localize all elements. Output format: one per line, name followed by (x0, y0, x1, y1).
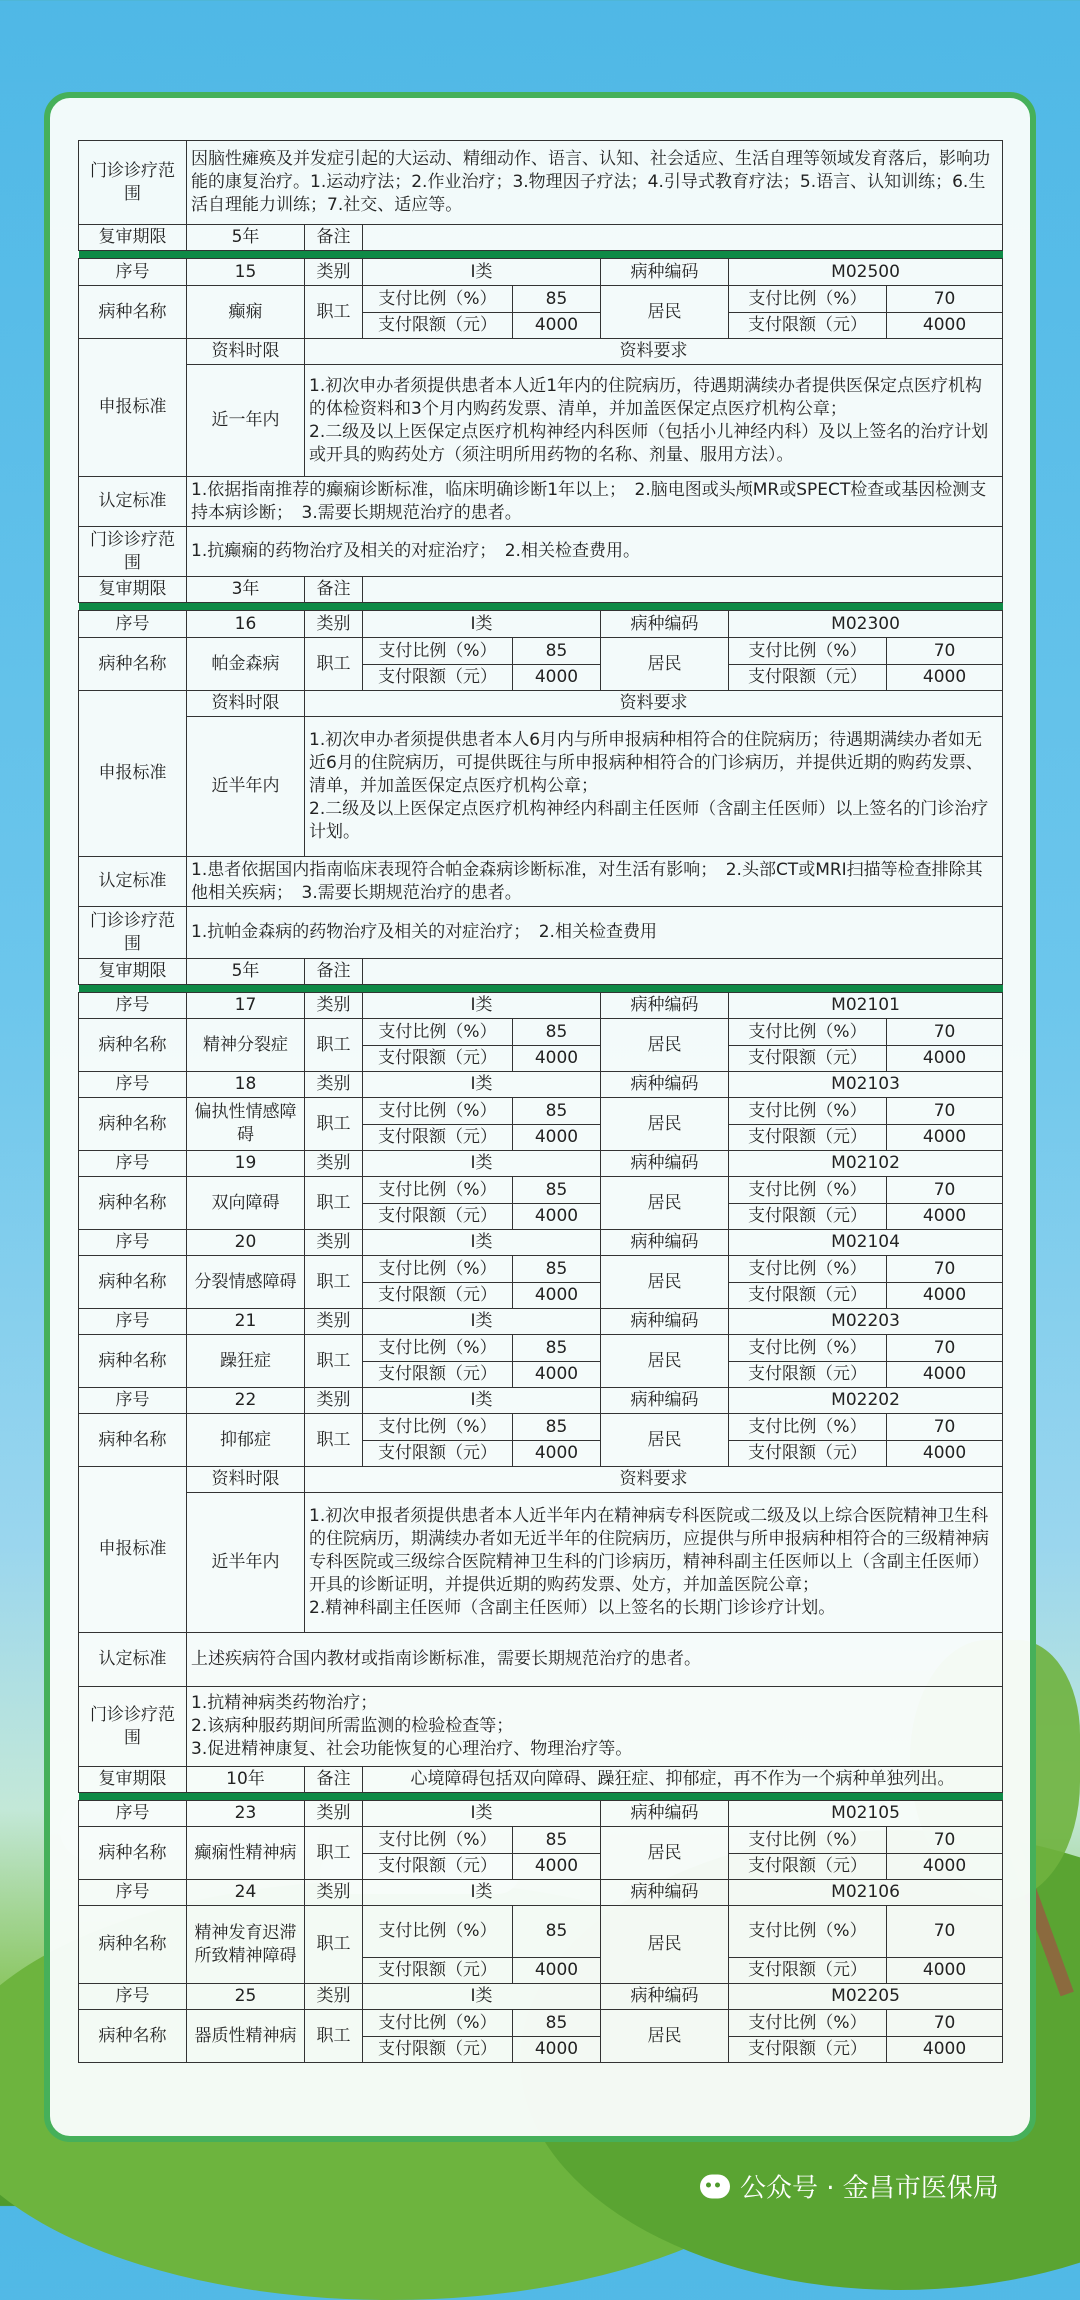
requirement-header: 资料要求 (305, 1467, 1003, 1493)
apply-header-row (79, 1467, 1003, 1493)
seq-value: 17 (187, 993, 305, 1019)
employee-label: 职工 (305, 286, 363, 339)
clinic-row (79, 527, 1003, 577)
requirement-header: 资料要求 (305, 339, 1003, 365)
pay-limit-label: 支付限额（元） (363, 1854, 513, 1880)
employee-ratio: 85 (513, 1827, 601, 1854)
code-value: M02300 (729, 611, 1003, 638)
confirm-label: 认定标准 (79, 1633, 187, 1687)
employee-limit: 4000 (513, 1283, 601, 1309)
disease-header-row (79, 611, 1003, 638)
resident-limit: 4000 (887, 1441, 1003, 1467)
disease-name: 帕金森病 (187, 638, 305, 691)
resident-ratio: 70 (887, 2010, 1003, 2037)
employee-limit: 4000 (513, 665, 601, 691)
pay-ratio-label: 支付比例（%） (363, 1256, 513, 1283)
code-value: M02104 (729, 1230, 1003, 1256)
disease-name: 癫痫性精神病 (187, 1827, 305, 1880)
requirement-text: 1.初次申办者须提供患者本人6月内与所申报病种相符合的住院病历；待遇期满续办者如无近6月的住院病历，可提供既往与所申报病种相符合的门诊病历，并提供近期的购药发票、清单，并加盖医保定点医疗机构公章； 2.二级及以上医保定点医疗机构神经内科副主任医师（含副主任医师）以上签名的门诊治疗计划。 (305, 717, 1003, 857)
employee-limit: 4000 (513, 1204, 601, 1230)
pay-limit-label: 支付限额（元） (729, 313, 887, 339)
disease-name-row (79, 1335, 1003, 1362)
pay-ratio-label: 支付比例（%） (729, 1414, 887, 1441)
pay-limit-label: 支付限额（元） (729, 2037, 887, 2063)
employee-ratio: 85 (513, 286, 601, 313)
pay-limit-label: 支付限额（元） (363, 1046, 513, 1072)
employee-ratio: 85 (513, 2010, 601, 2037)
section-divider-row (79, 985, 1003, 993)
name-label: 病种名称 (79, 1906, 187, 1984)
employee-limit: 4000 (513, 1854, 601, 1880)
category-label: 类别 (305, 1984, 363, 2010)
employee-limit: 4000 (513, 2037, 601, 2063)
resident-ratio: 70 (887, 1906, 1003, 1958)
section-divider (79, 603, 1003, 611)
apply-header-row (79, 691, 1003, 717)
name-label: 病种名称 (79, 1019, 187, 1072)
category-value: Ⅰ类 (363, 611, 601, 638)
code-value: M02202 (729, 1388, 1003, 1414)
code-label: 病种编码 (601, 1984, 729, 2010)
name-label: 病种名称 (79, 1177, 187, 1230)
disease-name-row (79, 1827, 1003, 1854)
clinic-label: 门诊诊疗范围 (79, 527, 187, 577)
disease-name: 分裂情感障碍 (187, 1256, 305, 1309)
resident-ratio: 70 (887, 1019, 1003, 1046)
code-value: M02205 (729, 1984, 1003, 2010)
pay-ratio-label: 支付比例（%） (729, 2010, 887, 2037)
clinic-text: 1.抗癫痫的药物治疗及相关的对症治疗； 2.相关检查费用。 (187, 527, 1003, 577)
clinic-row (79, 907, 1003, 959)
review-row (79, 577, 1003, 603)
clinic-text: 1.抗帕金森病的药物治疗及相关的对症治疗； 2.相关检查费用 (187, 907, 1003, 959)
code-value: M02101 (729, 993, 1003, 1019)
section-divider (79, 1793, 1003, 1801)
code-value: M02103 (729, 1072, 1003, 1098)
category-value: Ⅰ类 (363, 1388, 601, 1414)
pay-ratio-label: 支付比例（%） (363, 1335, 513, 1362)
pay-ratio-label: 支付比例（%） (729, 1827, 887, 1854)
code-label: 病种编码 (601, 1801, 729, 1827)
note-label: 备注 (305, 225, 363, 251)
seq-value: 25 (187, 1984, 305, 2010)
disease-name-row (79, 286, 1003, 313)
confirm-text: 1.依据指南推荐的癫痫诊断标准，临床明确诊断1年以上； 2.脑电图或头颅MR或SPECT检查或基因检测支持本病诊断； 3.需要长期规范治疗的患者。 (187, 477, 1003, 527)
resident-ratio: 70 (887, 286, 1003, 313)
note-value (363, 225, 1003, 251)
clinic-row (79, 141, 1003, 225)
apply-header-row (79, 339, 1003, 365)
resident-label: 居民 (601, 1906, 729, 1984)
employee-ratio: 85 (513, 1414, 601, 1441)
category-label: 类别 (305, 1072, 363, 1098)
resident-label: 居民 (601, 1335, 729, 1388)
period-value: 近半年内 (187, 1493, 305, 1633)
pay-limit-label: 支付限额（元） (363, 665, 513, 691)
footer-text: 公众号 · 金昌市医保局 (740, 2173, 999, 2204)
resident-limit: 4000 (887, 313, 1003, 339)
review-label: 复审期限 (79, 959, 187, 985)
pay-ratio-label: 支付比例（%） (729, 1906, 887, 1958)
seq-value: 19 (187, 1151, 305, 1177)
pay-ratio-label: 支付比例（%） (363, 1019, 513, 1046)
confirm-row (79, 477, 1003, 527)
resident-limit: 4000 (887, 1362, 1003, 1388)
section-divider-row (79, 251, 1003, 259)
pay-ratio-label: 支付比例（%） (363, 1906, 513, 1958)
category-label: 类别 (305, 1309, 363, 1335)
category-label: 类别 (305, 611, 363, 638)
pay-ratio-label: 支付比例（%） (729, 1019, 887, 1046)
review-years: 5年 (187, 225, 305, 251)
category-value: Ⅰ类 (363, 993, 601, 1019)
period-header: 资料时限 (187, 1467, 305, 1493)
footer-account (700, 2168, 999, 2205)
note-label: 备注 (305, 959, 363, 985)
pay-ratio-label: 支付比例（%） (363, 1177, 513, 1204)
content-card (44, 92, 1036, 2142)
period-header: 资料时限 (187, 339, 305, 365)
pay-limit-label: 支付限额（元） (363, 2037, 513, 2063)
note-value: 心境障碍包括双向障碍、躁狂症、抑郁症，再不作为一个病种单独列出。 (363, 1767, 1003, 1793)
employee-ratio: 85 (513, 1256, 601, 1283)
note-label: 备注 (305, 1767, 363, 1793)
review-row (79, 1767, 1003, 1793)
seq-value: 18 (187, 1072, 305, 1098)
employee-label: 职工 (305, 638, 363, 691)
employee-limit: 4000 (513, 1125, 601, 1151)
employee-label: 职工 (305, 1906, 363, 1984)
employee-limit: 4000 (513, 1441, 601, 1467)
code-label: 病种编码 (601, 1072, 729, 1098)
disease-name-row (79, 1906, 1003, 1958)
resident-label: 居民 (601, 286, 729, 339)
pay-ratio-label: 支付比例（%） (363, 2010, 513, 2037)
seq-value: 22 (187, 1388, 305, 1414)
seq-value: 16 (187, 611, 305, 638)
code-value: M02500 (729, 259, 1003, 286)
resident-limit: 4000 (887, 665, 1003, 691)
resident-label: 居民 (601, 1414, 729, 1467)
clinic-text: 1.抗精神病类药物治疗； 2.该病种服药期间所需监测的检验检查等； 3.促进精神康复、社会功能恢复的心理治疗、物理治疗等。 (187, 1687, 1003, 1767)
resident-limit: 4000 (887, 1125, 1003, 1151)
note-value (363, 577, 1003, 603)
disease-name-row (79, 1256, 1003, 1283)
code-value: M02106 (729, 1880, 1003, 1906)
review-row (79, 225, 1003, 251)
seq-label: 序号 (79, 1388, 187, 1414)
disease-name-row (79, 2010, 1003, 2037)
disease-table (78, 140, 1002, 2063)
apply-content-row (79, 717, 1003, 857)
pay-ratio-label: 支付比例（%） (363, 286, 513, 313)
pay-limit-label: 支付限额（元） (363, 1958, 513, 1984)
pay-ratio-label: 支付比例（%） (729, 286, 887, 313)
pay-ratio-label: 支付比例（%） (729, 1098, 887, 1125)
category-label: 类别 (305, 1880, 363, 1906)
name-label: 病种名称 (79, 1414, 187, 1467)
employee-ratio: 85 (513, 1335, 601, 1362)
resident-ratio: 70 (887, 1098, 1003, 1125)
seq-label: 序号 (79, 1801, 187, 1827)
employee-ratio: 85 (513, 638, 601, 665)
employee-label: 职工 (305, 1098, 363, 1151)
disease-header-row (79, 1984, 1003, 2010)
category-value: Ⅰ类 (363, 259, 601, 286)
category-label: 类别 (305, 1151, 363, 1177)
seq-label: 序号 (79, 1984, 187, 2010)
disease-name: 双向障碍 (187, 1177, 305, 1230)
category-label: 类别 (305, 993, 363, 1019)
resident-ratio: 70 (887, 1256, 1003, 1283)
section-divider-row (79, 603, 1003, 611)
pay-limit-label: 支付限额（元） (363, 1283, 513, 1309)
disease-name: 精神分裂症 (187, 1019, 305, 1072)
confirm-label: 认定标准 (79, 477, 187, 527)
category-label: 类别 (305, 1388, 363, 1414)
disease-header-row (79, 1309, 1003, 1335)
resident-ratio: 70 (887, 1414, 1003, 1441)
disease-name-row (79, 1414, 1003, 1441)
requirement-text: 1.初次申报者须提供患者本人近半年内在精神病专科医院或二级及以上综合医院精神卫生科的住院病历，期满续办者如无近半年的住院病历，应提供与所申报病种相符合的三级精神病专科医院或三级综合医院精神卫生科的门诊病历，精神科副主任医师以上（含副主任医师）开具的诊断证明，并提供近期的购药发票、处方，并加盖医院公章； 2.精神科副主任医师（含副主任医师）以上签名的长期门诊诊疗计划。 (305, 1493, 1003, 1633)
pay-limit-label: 支付限额（元） (729, 1046, 887, 1072)
employee-limit: 4000 (513, 313, 601, 339)
employee-ratio: 85 (513, 1906, 601, 1958)
confirm-text: 上述疾病符合国内教材或指南诊断标准，需要长期规范治疗的患者。 (187, 1633, 1003, 1687)
apply-standard-label: 申报标准 (79, 339, 187, 477)
category-value: Ⅰ类 (363, 1309, 601, 1335)
resident-limit: 4000 (887, 1958, 1003, 1984)
code-label: 病种编码 (601, 259, 729, 286)
resident-label: 居民 (601, 1177, 729, 1230)
seq-value: 23 (187, 1801, 305, 1827)
confirm-label: 认定标准 (79, 857, 187, 907)
pay-ratio-label: 支付比例（%） (729, 1256, 887, 1283)
name-label: 病种名称 (79, 1827, 187, 1880)
pay-limit-label: 支付限额（元） (729, 1204, 887, 1230)
seq-label: 序号 (79, 611, 187, 638)
employee-label: 职工 (305, 1335, 363, 1388)
employee-label: 职工 (305, 1177, 363, 1230)
disease-header-row (79, 1880, 1003, 1906)
confirm-text: 1.患者依据国内指南临床表现符合帕金森病诊断标准，对生活有影响； 2.头部CT或MRI扫描等检查排除其他相关疾病； 3.需要长期规范治疗的患者。 (187, 857, 1003, 907)
pay-ratio-label: 支付比例（%） (729, 1335, 887, 1362)
pay-limit-label: 支付限额（元） (363, 1362, 513, 1388)
resident-limit: 4000 (887, 1854, 1003, 1880)
pay-ratio-label: 支付比例（%） (729, 1177, 887, 1204)
employee-label: 职工 (305, 1256, 363, 1309)
category-value: Ⅰ类 (363, 1984, 601, 2010)
category-value: Ⅰ类 (363, 1072, 601, 1098)
resident-limit: 4000 (887, 1204, 1003, 1230)
name-label: 病种名称 (79, 286, 187, 339)
period-header: 资料时限 (187, 691, 305, 717)
disease-header-row (79, 1230, 1003, 1256)
clinic-label: 门诊诊疗范围 (79, 907, 187, 959)
apply-content-row (79, 1493, 1003, 1633)
review-years: 5年 (187, 959, 305, 985)
note-label: 备注 (305, 577, 363, 603)
resident-label: 居民 (601, 1256, 729, 1309)
review-label: 复审期限 (79, 225, 187, 251)
employee-label: 职工 (305, 1827, 363, 1880)
section-divider (79, 251, 1003, 259)
disease-name: 偏执性情感障碍 (187, 1098, 305, 1151)
name-label: 病种名称 (79, 2010, 187, 2063)
review-years: 10年 (187, 1767, 305, 1793)
category-value: Ⅰ类 (363, 1151, 601, 1177)
category-value: Ⅰ类 (363, 1801, 601, 1827)
period-value: 近半年内 (187, 717, 305, 857)
resident-label: 居民 (601, 1827, 729, 1880)
name-label: 病种名称 (79, 1256, 187, 1309)
employee-label: 职工 (305, 1019, 363, 1072)
code-label: 病种编码 (601, 1880, 729, 1906)
seq-label: 序号 (79, 1072, 187, 1098)
code-label: 病种编码 (601, 1309, 729, 1335)
seq-value: 20 (187, 1230, 305, 1256)
pay-limit-label: 支付限额（元） (729, 1958, 887, 1984)
resident-ratio: 70 (887, 1177, 1003, 1204)
pay-limit-label: 支付限额（元） (363, 1441, 513, 1467)
period-value: 近一年内 (187, 365, 305, 477)
resident-limit: 4000 (887, 2037, 1003, 2063)
category-value: Ⅰ类 (363, 1230, 601, 1256)
requirement-header: 资料要求 (305, 691, 1003, 717)
resident-label: 居民 (601, 2010, 729, 2063)
employee-ratio: 85 (513, 1019, 601, 1046)
pay-ratio-label: 支付比例（%） (363, 1827, 513, 1854)
seq-label: 序号 (79, 1880, 187, 1906)
name-label: 病种名称 (79, 1335, 187, 1388)
disease-name-row (79, 1177, 1003, 1204)
seq-label: 序号 (79, 1309, 187, 1335)
disease-header-row (79, 1072, 1003, 1098)
disease-name: 抑郁症 (187, 1414, 305, 1467)
disease-name-row (79, 1098, 1003, 1125)
employee-ratio: 85 (513, 1098, 601, 1125)
clinic-row (79, 1687, 1003, 1767)
category-label: 类别 (305, 1230, 363, 1256)
employee-label: 职工 (305, 1414, 363, 1467)
code-label: 病种编码 (601, 1388, 729, 1414)
wechat-icon (700, 2174, 730, 2198)
note-value (363, 959, 1003, 985)
clinic-label: 门诊诊疗范围 (79, 141, 187, 225)
clinic-text: 因脑性瘫痪及并发症引起的大运动、精细动作、语言、认知、社会适应、生活自理等领域发育落后，影响功能的康复治疗。1.运动疗法；2.作业治疗；3.物理因子疗法；4.引导式教育疗法；5.语言、认知训练；6.生活自理能力训练；7.社交、适应等。 (187, 141, 1003, 225)
review-label: 复审期限 (79, 1767, 187, 1793)
requirement-text: 1.初次申办者须提供患者本人近1年内的住院病历，待遇期满续办者提供医保定点医疗机构的体检资料和3个月内购药发票、清单，并加盖医保定点医疗机构公章； 2.二级及以上医保定点医疗机构神经内科医师（包括小儿神经内科）及以上签名的治疗计划或开具的购药处方（须注明所用药物的名称、剂量、服用方法）。 (305, 365, 1003, 477)
disease-name: 器质性精神病 (187, 2010, 305, 2063)
seq-label: 序号 (79, 993, 187, 1019)
category-value: Ⅰ类 (363, 1880, 601, 1906)
seq-label: 序号 (79, 259, 187, 286)
pay-ratio-label: 支付比例（%） (363, 638, 513, 665)
disease-name-row (79, 1019, 1003, 1046)
employee-limit: 4000 (513, 1362, 601, 1388)
disease-name-row (79, 638, 1003, 665)
code-label: 病种编码 (601, 611, 729, 638)
name-label: 病种名称 (79, 1098, 187, 1151)
seq-label: 序号 (79, 1230, 187, 1256)
seq-label: 序号 (79, 1151, 187, 1177)
code-value: M02203 (729, 1309, 1003, 1335)
resident-ratio: 70 (887, 1827, 1003, 1854)
disease-name: 躁狂症 (187, 1335, 305, 1388)
apply-standard-label: 申报标准 (79, 1467, 187, 1633)
resident-limit: 4000 (887, 1046, 1003, 1072)
resident-label: 居民 (601, 638, 729, 691)
code-value: M02105 (729, 1801, 1003, 1827)
resident-label: 居民 (601, 1019, 729, 1072)
pay-ratio-label: 支付比例（%） (363, 1098, 513, 1125)
disease-header-row (79, 1388, 1003, 1414)
code-label: 病种编码 (601, 993, 729, 1019)
disease-name: 精神发育迟滞所致精神障碍 (187, 1906, 305, 1984)
disease-header-row (79, 993, 1003, 1019)
disease-header-row (79, 1801, 1003, 1827)
pay-ratio-label: 支付比例（%） (363, 1414, 513, 1441)
seq-value: 21 (187, 1309, 305, 1335)
clinic-label: 门诊诊疗范围 (79, 1687, 187, 1767)
pay-limit-label: 支付限额（元） (363, 1125, 513, 1151)
confirm-row (79, 857, 1003, 907)
review-row (79, 959, 1003, 985)
seq-value: 24 (187, 1880, 305, 1906)
pay-limit-label: 支付限额（元） (729, 1362, 887, 1388)
pay-limit-label: 支付限额（元） (729, 1283, 887, 1309)
pay-ratio-label: 支付比例（%） (729, 638, 887, 665)
disease-header-row (79, 259, 1003, 286)
section-divider (79, 985, 1003, 993)
resident-limit: 4000 (887, 1283, 1003, 1309)
employee-limit: 4000 (513, 1046, 601, 1072)
confirm-row (79, 1633, 1003, 1687)
pay-limit-label: 支付限额（元） (729, 1125, 887, 1151)
apply-content-row (79, 365, 1003, 477)
section-divider-row (79, 1793, 1003, 1801)
pay-limit-label: 支付限额（元） (729, 1441, 887, 1467)
resident-ratio: 70 (887, 1335, 1003, 1362)
category-label: 类别 (305, 259, 363, 286)
employee-label: 职工 (305, 2010, 363, 2063)
disease-header-row (79, 1151, 1003, 1177)
resident-label: 居民 (601, 1098, 729, 1151)
employee-limit: 4000 (513, 1958, 601, 1984)
category-label: 类别 (305, 1801, 363, 1827)
pay-limit-label: 支付限额（元） (363, 1204, 513, 1230)
pay-limit-label: 支付限额（元） (729, 665, 887, 691)
employee-ratio: 85 (513, 1177, 601, 1204)
pay-limit-label: 支付限额（元） (363, 313, 513, 339)
code-label: 病种编码 (601, 1151, 729, 1177)
review-years: 3年 (187, 577, 305, 603)
pay-limit-label: 支付限额（元） (729, 1854, 887, 1880)
seq-value: 15 (187, 259, 305, 286)
code-label: 病种编码 (601, 1230, 729, 1256)
disease-name: 癫痫 (187, 286, 305, 339)
resident-ratio: 70 (887, 638, 1003, 665)
review-label: 复审期限 (79, 577, 187, 603)
name-label: 病种名称 (79, 638, 187, 691)
code-value: M02102 (729, 1151, 1003, 1177)
apply-standard-label: 申报标准 (79, 691, 187, 857)
